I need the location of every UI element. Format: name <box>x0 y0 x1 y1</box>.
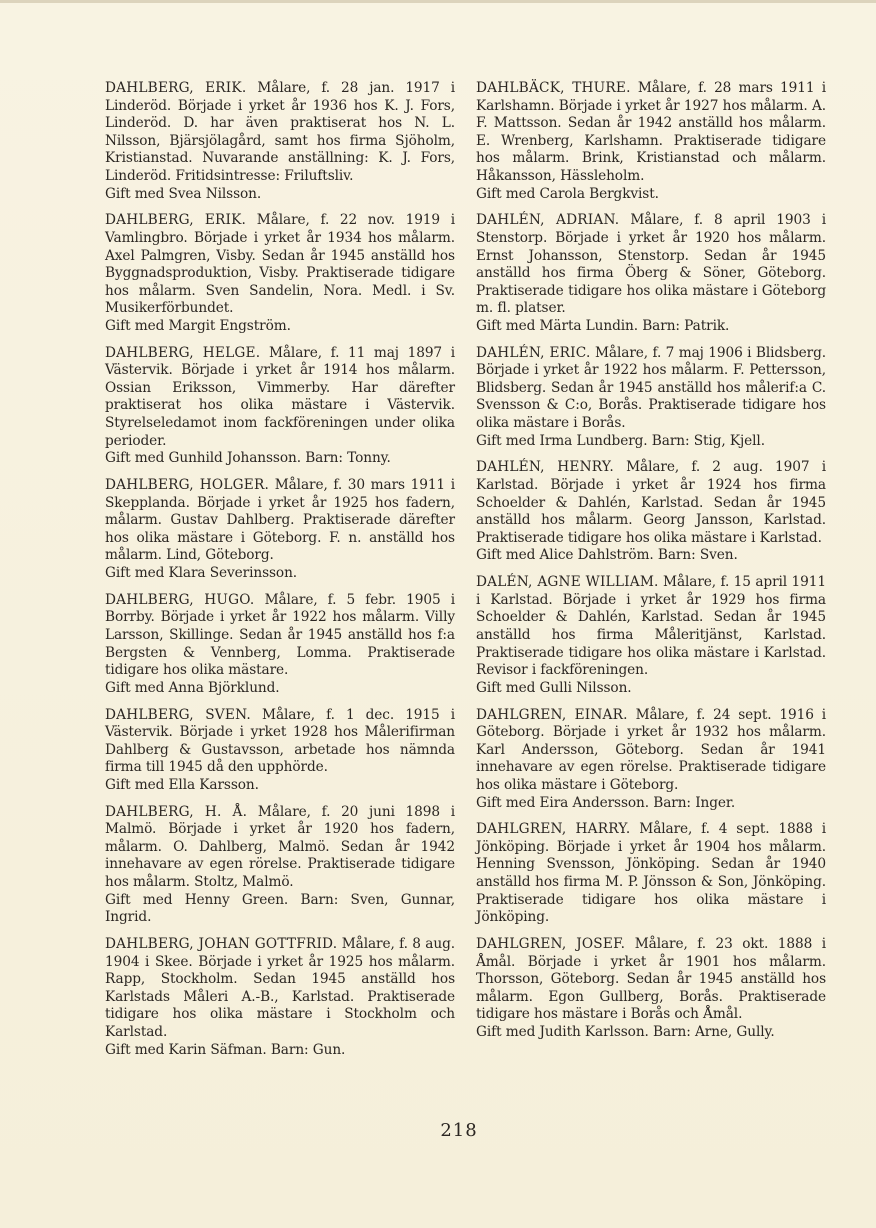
entry-text: Målare, f. 23 okt. 1888 i Åmål. Började i yrket år 1901 hos målarm. Thorsson, Göteborg. Sedan år 1945 anställd hos målarm. Egon Gullberg, Borås. Praktiserade tidigare hos mästare i Borås och Åmål. <box>476 936 826 1023</box>
entry <box>476 707 826 813</box>
entry-text: Målare, f. 30 mars 1911 i Skepplanda. Började i yrket år 1925 hos fadern, målarm. Gustav Dahlberg. Praktiserade därefter hos olika mästare i Göteborg. F. n. anställd hos målarm. Lind, Göteborg. <box>105 477 455 564</box>
entry-family: Gift med Anna Björklund. <box>105 679 280 696</box>
entry-text: Målare, f. 20 juni 1898 i Malmö. Började i yrket år 1920 hos fadern, målarm. O. Dahlberg, Malmö. Sedan år 1942 innehavare av egen rörelse. Praktiserade tidigare hos målarm. Stoltz, Malmö. <box>105 803 455 891</box>
entry <box>105 592 455 698</box>
top-edge-rule <box>0 0 876 3</box>
page-number: 218 <box>440 1120 478 1141</box>
entry <box>476 574 826 697</box>
entry-text: Målare, f. 7 maj 1906 i Blidsberg. Började i yrket år 1922 hos målarm. F. Pettersson, Blidsberg. Sedan år 1945 anställd hos målerif:a C. Svensson & C:o, Borås. Praktiserade tidigare hos olika mästare i Borås. <box>476 344 826 432</box>
entry-family: Gift med Gunhild Johansson. Barn: Tonny. <box>105 450 391 467</box>
entry-name: DAHLÉN, HENRY. <box>476 459 614 476</box>
entry-text: Målare, f. 28 mars 1911 i Karlshamn. Började i yrket år 1927 hos målarm. A. F. Mattsson. Sedan år 1942 anställd hos målarm. E. Wrenberg, Karlshamn. Praktiserade tidigare hos målarm. Brink, Kristianstad och målarm. Håkansson, Hässleholm. <box>476 80 826 184</box>
entry <box>105 936 455 1059</box>
entry-name: DAHLBÄCK, THURE. <box>476 80 631 96</box>
entry-name: DAHLÉN, ERIC. <box>476 344 591 361</box>
entry <box>476 80 826 203</box>
entry-text: Målare, f. 8 april 1903 i Stenstorp. Började i yrket år 1920 hos målarm. Ernst Johansson, Stenstorp. Sedan år 1945 anställd hos firma Öberg & Söner, Göteborg. Praktiserade tidigare hos olika mästare i Göteborg m. fl. platser. <box>476 212 826 317</box>
entry <box>476 936 826 1042</box>
entry <box>476 212 826 335</box>
entry-family: Gift med Ella Karsson. <box>105 776 259 793</box>
entry-name: DAHLBERG, H. Å. <box>105 803 248 820</box>
entry-name: DALÉN, AGNE WILLIAM. <box>476 574 659 591</box>
entry-family: Gift med Henny Green. Barn: Sven, Gunnar, Ingrid. <box>105 891 455 926</box>
entry <box>476 459 826 565</box>
right-column <box>476 80 826 1051</box>
entry-family: Gift med Gulli Nilsson. <box>476 679 632 696</box>
entry <box>105 477 455 583</box>
entry-family: Gift med Alice Dahlström. Barn: Sven. <box>476 547 738 564</box>
entry <box>105 212 455 335</box>
entry-text: Målare, f. 15 april 1911 i Karlstad. Började i yrket år 1929 hos firma Schoelder & Dahlén, Karlstad. Sedan år 1945 anställd hos firma Måleritjänst, Karlstad. Praktiserade tidigare hos olika mästare i Karlstad. Revisor i fackföreningen. <box>476 574 826 679</box>
entry <box>105 804 455 927</box>
entry-name: DAHLÉN, ADRIAN. <box>476 212 620 229</box>
entry-name: DAHLBERG, JOHAN GOTTFRID. <box>105 936 338 953</box>
entry-text: Målare, f. 2 aug. 1907 i Karlstad. Började i yrket år 1924 hos firma Schoelder & Dahlén, Karlstad. Sedan år 1945 anställd hos målarm. Georg Jansson, Karlstad. Praktiserade tidigare hos olika mästare i Karlstad. <box>476 459 826 546</box>
entry <box>105 345 455 468</box>
entry-family: Gift med Judith Karlsson. Barn: Arne, Gully. <box>476 1024 775 1040</box>
entry <box>105 707 455 795</box>
entry-family: Gift med Karin Säfman. Barn: Gun. <box>105 1041 346 1058</box>
entry-family: Gift med Märta Lundin. Barn: Patrik. <box>476 317 730 334</box>
entry-family: Gift med Irma Lundberg. Barn: Stig, Kjell. <box>476 432 765 449</box>
entry-name: DAHLBERG, SVEN. <box>105 706 251 723</box>
entry-text: Målare, f. 4 sept. 1888 i Jönköping. Började i yrket år 1904 hos målarm. Henning Svensson, Jönköping. Sedan år 1940 anställd hos firma M. P. Jönsson & Son, Jönköping. Praktiserade tidigare hos olika mästare i Jönköping. <box>476 821 826 926</box>
entry-family: Gift med Carola Bergkvist. <box>476 185 659 202</box>
entry-text: Målare, f. 8 aug. 1904 i Skee. Började i yrket år 1925 hos målarm. Rapp, Stockholm. Sedan 1945 anställd hos Karlstads Måleri A.-B., Karlstad. Praktiserade tidigare hos olika mästare i Stockholm och Karlstad. <box>105 936 455 1040</box>
entry-name: DAHLBERG, ERIK. <box>105 80 247 96</box>
entry-text: Målare, f. 24 sept. 1916 i Göteborg. Började i yrket år 1932 hos målarm. Karl Andersson, Göteborg. Sedan år 1941 innehavare av egen rörelse. Praktiserade tidigare hos olika mästare i Göteborg. <box>476 706 826 793</box>
entry-family: Gift med Svea Nilsson. <box>105 185 262 202</box>
entry-name: DAHLGREN, JOSEF. <box>476 936 626 953</box>
entry-name: DAHLBERG, HELGE. <box>105 344 261 361</box>
entry <box>476 345 826 451</box>
entry-family: Gift med Eira Andersson. Barn: Inger. <box>476 794 736 811</box>
entry-text: Målare, f. 5 febr. 1905 i Borrby. Började i yrket år 1922 hos målarm. Villy Larsson, Skillinge. Sedan år 1945 anställd hos f:a Bergsten & Vennberg, Lomma. Praktiserade tidigare hos olika mästare. <box>105 591 455 679</box>
entry-name: DAHLGREN, HARRY. <box>476 821 631 838</box>
entry-name: DAHLBERG, ERIK. <box>105 212 247 229</box>
entry-text: Målare, f. 11 maj 1897 i Västervik. Började i yrket år 1914 hos målarm. Ossian Eriksson, Vimmerby. Har därefter praktiserat hos olika mästare i Västervik. Styrelseledamot inom fackföreningen under olika perioder. <box>105 344 455 449</box>
entry <box>476 821 826 927</box>
entry <box>105 80 455 203</box>
entry-name: DAHLBERG, HUGO. <box>105 591 255 608</box>
entry-family: Gift med Margit Engström. <box>105 317 291 334</box>
left-column <box>105 80 455 1068</box>
entry-family: Gift med Klara Severinsson. <box>105 565 298 581</box>
entry-name: DAHLBERG, HOLGER. <box>105 477 270 494</box>
entry-text: Målare, f. 28 jan. 1917 i Linderöd. Började i yrket år 1936 hos K. J. Fors, Linderöd. D. har även praktiserat hos N. L. Nilsson, Bjärsjölagård, samt hos firma Sjöholm, Kristianstad. Nuvarande anställning: K. J. Fors, Linderöd. Fritidsintresse: Friluftsliv. <box>105 80 455 184</box>
entry-name: DAHLGREN, EINAR. <box>476 706 628 723</box>
entry-text: Målare, f. 1 dec. 1915 i Västervik. Började i yrket 1928 hos Målerifirman Dahlberg & Gustavsson, arbetade hos nämnda firma till 1945 då den upphörde. <box>105 706 455 776</box>
entry-text: Målare, f. 22 nov. 1919 i Vamlingbro. Började i yrket år 1934 hos målarm. Axel Palmgren, Visby. Sedan år 1945 anställd hos Byggnadsproduktion, Visby. Praktiserade tidigare hos målarm. Sven Sandelin, Nora. Medl. i Sv. Musikerförbundet. <box>105 212 455 317</box>
